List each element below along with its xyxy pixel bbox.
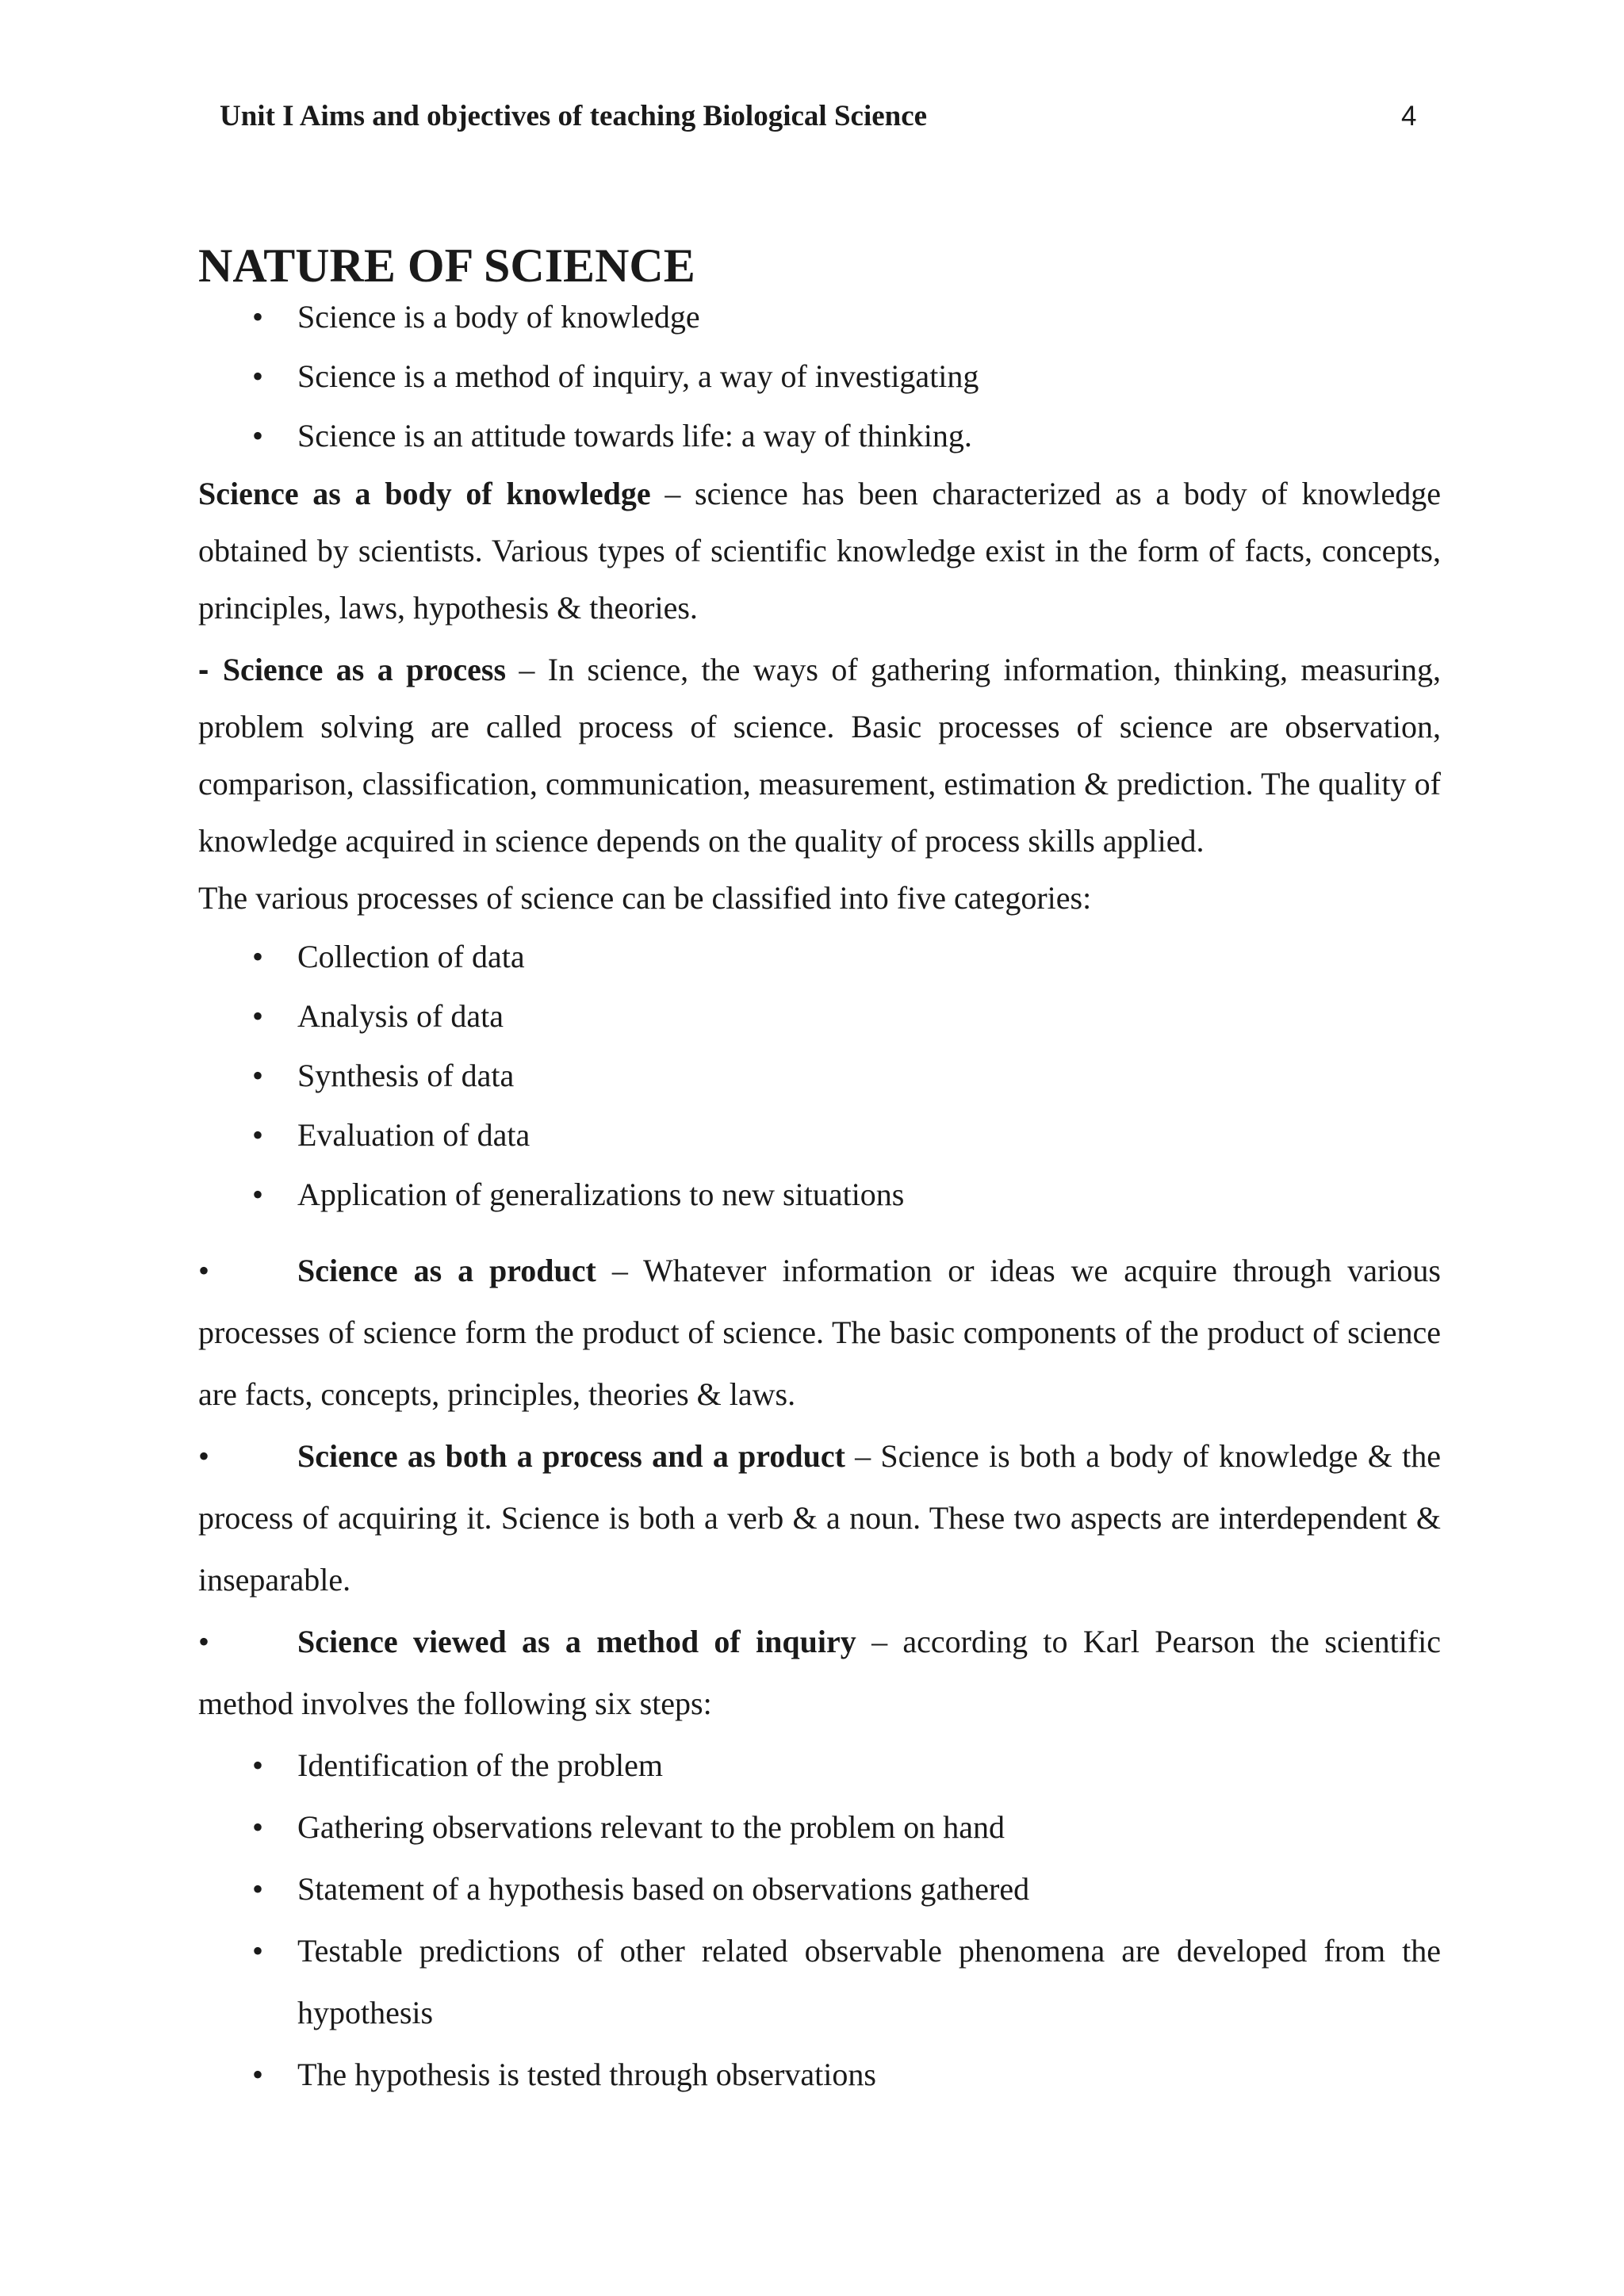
- running-header-title: Unit I Aims and objectives of teaching Biological Science: [220, 100, 928, 132]
- page-content: [198, 239, 1441, 2106]
- list-item: • Synthesis of data: [198, 1046, 1441, 1105]
- paragraph-product: • Science as a product – Whatever information or ideas we acquire through various processes of science form the product of science. The basic components of the product of science are facts, concepts, principles, theories & laws.: [198, 1240, 1441, 1425]
- bullet-icon: •: [252, 1747, 264, 1783]
- list-item: • The hypothesis is tested through observations: [198, 2044, 1441, 2106]
- paragraph-process-and-product: • Science as both a process and a product – Science is both a body of knowledge & the process of acquiring it. Science is both a verb & a noun. These two aspects are interdependent & inseparable.: [198, 1425, 1441, 1611]
- term-process-and-product: Science as both a process and a product: [297, 1438, 845, 1474]
- list-item: • Gathering observations relevant to the problem on hand: [198, 1797, 1441, 1858]
- bullet-icon: •: [252, 358, 264, 394]
- bullet-icon: •: [252, 1058, 264, 1093]
- term-method-of-inquiry: Science viewed as a method of inquiry: [297, 1624, 856, 1659]
- bullet-icon: •: [252, 418, 264, 453]
- list-item: • Collection of data: [198, 927, 1441, 986]
- bullet-icon: •: [252, 1933, 264, 1969]
- list-item: • Testable predictions of other related observable phenomena are developed from the hypothesis: [198, 1920, 1441, 2044]
- bullet-icon: •: [252, 1809, 264, 1845]
- section-heading-nature-of-science: NATURE OF SCIENCE: [198, 239, 695, 292]
- term-body-of-knowledge: Science as a body of knowledge: [198, 476, 651, 511]
- paragraph-process: - Science as a process – In science, the ways of gathering information, thinking, measuring, problem solving are called process of science. Basic processes of science are observation, comparison, classification, communication, measurement, estimation & prediction. The quality of knowledge acquired in science depends on the quality of process skills applied.: [198, 652, 1441, 859]
- nature-bullet-list: [198, 287, 1441, 465]
- list-item: • Science is a body of knowledge: [198, 287, 1441, 346]
- bullet-icon: •: [252, 939, 264, 974]
- bullet-icon: •: [252, 299, 264, 335]
- page-number: 4: [1401, 101, 1417, 132]
- bullet-icon: •: [252, 1117, 264, 1153]
- bullet-icon: •: [252, 1177, 264, 1212]
- paragraph-body-of-knowledge: Science as a body of knowledge – science has been characterized as a body of knowledge obtained by scientists. Various types of scientific knowledge exist in the form of facts, concepts, principles, laws, hypothesis & theories.: [198, 476, 1441, 626]
- bullet-icon: •: [252, 2057, 264, 2092]
- bullet-icon: •: [252, 998, 264, 1034]
- list-item: • Science is an attitude towards life: a way of thinking.: [198, 406, 1441, 465]
- term-product: Science as a product: [297, 1253, 596, 1288]
- inquiry-steps-list: [198, 1735, 1441, 2106]
- process-categories-list: [198, 927, 1441, 1224]
- list-item: • Science is a method of inquiry, a way of investigating: [198, 346, 1441, 406]
- categories-intro: The various processes of science can be classified into five categories:: [198, 880, 1092, 916]
- dash-marker: -: [198, 652, 223, 687]
- list-item: • Statement of a hypothesis based on observations gathered: [198, 1858, 1441, 1920]
- list-item: • Analysis of data: [198, 986, 1441, 1046]
- paragraph-method-of-inquiry: • Science viewed as a method of inquiry – according to Karl Pearson the scientific method involves the following six steps:: [198, 1611, 1441, 1735]
- bullet-icon: •: [198, 1438, 210, 1474]
- list-item: • Application of generalizations to new situations: [198, 1165, 1441, 1224]
- bullet-icon: •: [252, 1871, 264, 1907]
- list-item: • Identification of the problem: [198, 1735, 1441, 1797]
- list-item: • Evaluation of data: [198, 1105, 1441, 1165]
- bullet-icon: •: [198, 1624, 210, 1659]
- term-process: Science as a process: [222, 652, 507, 687]
- bullet-icon: •: [198, 1253, 210, 1288]
